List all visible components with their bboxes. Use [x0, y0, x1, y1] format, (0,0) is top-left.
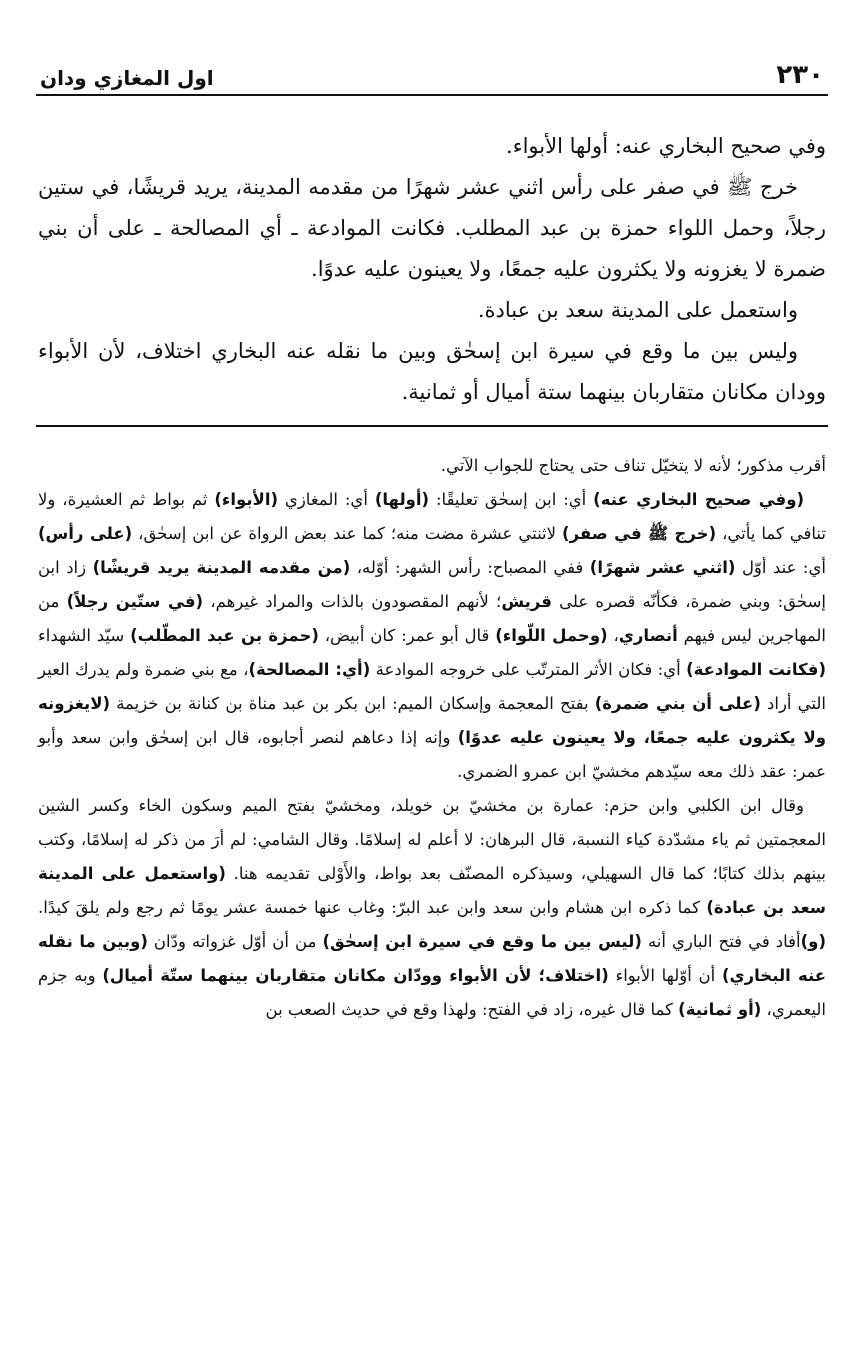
bold-quote: (اثني عشر شهرًا)	[589, 558, 736, 577]
text-run: كما ذكره ابن هشام وابن سعد وابن عبد البرّ: وغاب عنها خمسة عشر يومًا ثم رجع ولم يلقَ كيدًا.	[38, 898, 707, 917]
bold-quote: قريش	[501, 592, 552, 611]
page-number: ٢٣٠	[776, 60, 824, 90]
chapter-title: اول المغازي ودان	[40, 66, 214, 90]
book-page	[36, 40, 828, 1340]
bold-quote: (أو ثمانية)	[678, 1000, 762, 1019]
text-run: أي: المغازي	[278, 490, 375, 509]
text-run: من أن أوّل غزواته ودّان	[147, 932, 323, 951]
text-run: من المهاجرين ليس فيهم	[38, 592, 826, 645]
bold-quote: (وبين ما نقله عنه البخاري)	[38, 932, 827, 985]
text-run: ففي المصباح: رأس الشهر: أوّله،	[350, 558, 590, 577]
bold-quote: (وحمل اللّواء)	[495, 626, 608, 645]
text-run: قال أبو عمر: كان أبيض،	[318, 626, 496, 645]
commentary-text	[36, 449, 828, 1027]
bold-quote: (خرج ﷺ في صفر)	[562, 524, 717, 543]
bold-quote: (أي: المصالحة)	[248, 660, 371, 679]
bold-quote: (في ستّين رجلاً)	[66, 592, 204, 611]
bold-quote: (وفي صحيح البخاري عنه)	[593, 490, 804, 509]
text-run: أقرب مذكور؛ لأنه لا يتخيّل تناف حتى يحتاج للجواب الآتي.	[440, 456, 826, 475]
main-text-paragraph: خرج ﷺ في صفر على رأس اثني عشر شهرًا من مقدمه المدينة، يريد قريشًا، في ستين رجلاً، وحمل اللواء حمزة بن عبد المطلب. فكانت الموادعة ـ أي المصالحة ـ على أن بني ضمرة لا يغزونه ولا يكثرون عليه جمعًا، ولا يعينون عليه عدوًا.	[38, 175, 826, 281]
text-run: زاد ابن إسحٰق: وبني ضمرة، فكأنّه قصره على	[38, 558, 826, 611]
bold-quote: (لايغزونه ولا يكثرون عليه جمعًا، ولا يعينون عليه عدوًا)	[38, 694, 826, 747]
main-text-paragraph: وليس بين ما وقع في سيرة ابن إسحٰق وبين ما نقله عنه البخاري اختلاف، لأن الأبواء وودان مكانان متقاربان بينهما ستة أميال أو ثمانية.	[38, 339, 826, 404]
bold-quote: (على أن بني ضمرة)	[594, 694, 761, 713]
text-run: أي: ابن إسحٰق تعليقًا:	[429, 490, 594, 509]
text-run: أفاد في فتح الباري أنه	[641, 932, 801, 951]
text-run: أي: عند أوّل	[735, 558, 826, 577]
text-run: وإنه إذا دعاهم لنصر أجابوه، قال ابن إسحٰق وابن سعد وأبو عمر: عقد ذلك معه سيّدهم مخشيّ ابن عمرو الضمري.	[38, 728, 826, 781]
text-run: ، مع بني ضمرة ولم يدرك العير التي أراد	[38, 660, 826, 713]
bold-quote: (اختلاف؛ لأن الأبواء وودّان مكانان متقاربان بينهما ستّة أميال)	[102, 966, 609, 985]
main-text-paragraph: وفي صحيح البخاري عنه: أولها الأبواء.	[506, 134, 826, 158]
bold-quote: (الأبواء)	[214, 490, 279, 509]
text-run: ؛ لأنهم المقصودون بالذات والمراد غيرهم،	[203, 592, 502, 611]
commentary-paragraph	[38, 483, 826, 789]
bold-quote: (على رأس)	[38, 524, 133, 543]
bold-quote: (من مقدمه المدينة يريد قريشًا)	[92, 558, 351, 577]
text-run: سيّد الشهداء	[38, 626, 131, 645]
main-text	[36, 126, 828, 413]
text-run: لاثنتي عشرة مضت منه؛ كما عند بعض الرواة عن ابن إسحٰق،	[132, 524, 563, 543]
text-run: كما قال غيره، زاد في الفتح: ولهذا وقع في حديث الصعب بن	[265, 1000, 679, 1019]
bold-quote: أنصاري	[618, 626, 678, 645]
text-run: أن أوّلها الأبواء	[608, 966, 722, 985]
text-run: بفتح المعجمة وإسكان الميم: ابن بكر بن عبد مناة بن كنانة بن خزيمة	[110, 694, 595, 713]
commentary-paragraph	[38, 789, 826, 1027]
running-header	[36, 40, 828, 96]
text-run: وبه جزم اليعمري،	[38, 966, 826, 1019]
text-run: أي: فكان الأثر المترتّب على خروجه الموادعة	[370, 660, 687, 679]
bold-quote: (فكانت الموادعة)	[686, 660, 826, 679]
bold-quote: (و)	[800, 932, 826, 951]
text-run: وقال ابن الكلبي وابن حزم: عمارة بن مخشيّ بن خويلد، ومخشيّ بفتح الميم وسكون الخاء وكسر الشين المعجمتين ثم ياء مشدّدة كياء النسبة، قال البرهان: لا أعلم له إسلامًا. وقال الشامي: لم أرَ من ذكر له إسلامًا، وكتب بينهم بذلك كتابًا؛ كما قال السهيلي، وسيذكره المصنّف بعد بواط، والأَوْلى تقديمه هنا.	[38, 796, 826, 883]
text-run: ثم بواط ثم العشيرة، ولا تنافي كما يأتي،	[38, 490, 826, 543]
bold-quote: (واستعمل على المدينة سعد بن عبادة)	[38, 864, 826, 917]
main-text-paragraph: واستعمل على المدينة سعد بن عبادة.	[477, 298, 798, 322]
section-divider	[36, 425, 828, 427]
bold-quote: (حمزة بن عبد المطّلب)	[130, 626, 319, 645]
text-run: ،	[607, 626, 619, 645]
bold-quote: (ليس بين ما وقع في سيرة ابن إسحٰق)	[322, 932, 642, 951]
bold-quote: (أولها)	[374, 490, 430, 509]
commentary-paragraph	[38, 449, 826, 483]
